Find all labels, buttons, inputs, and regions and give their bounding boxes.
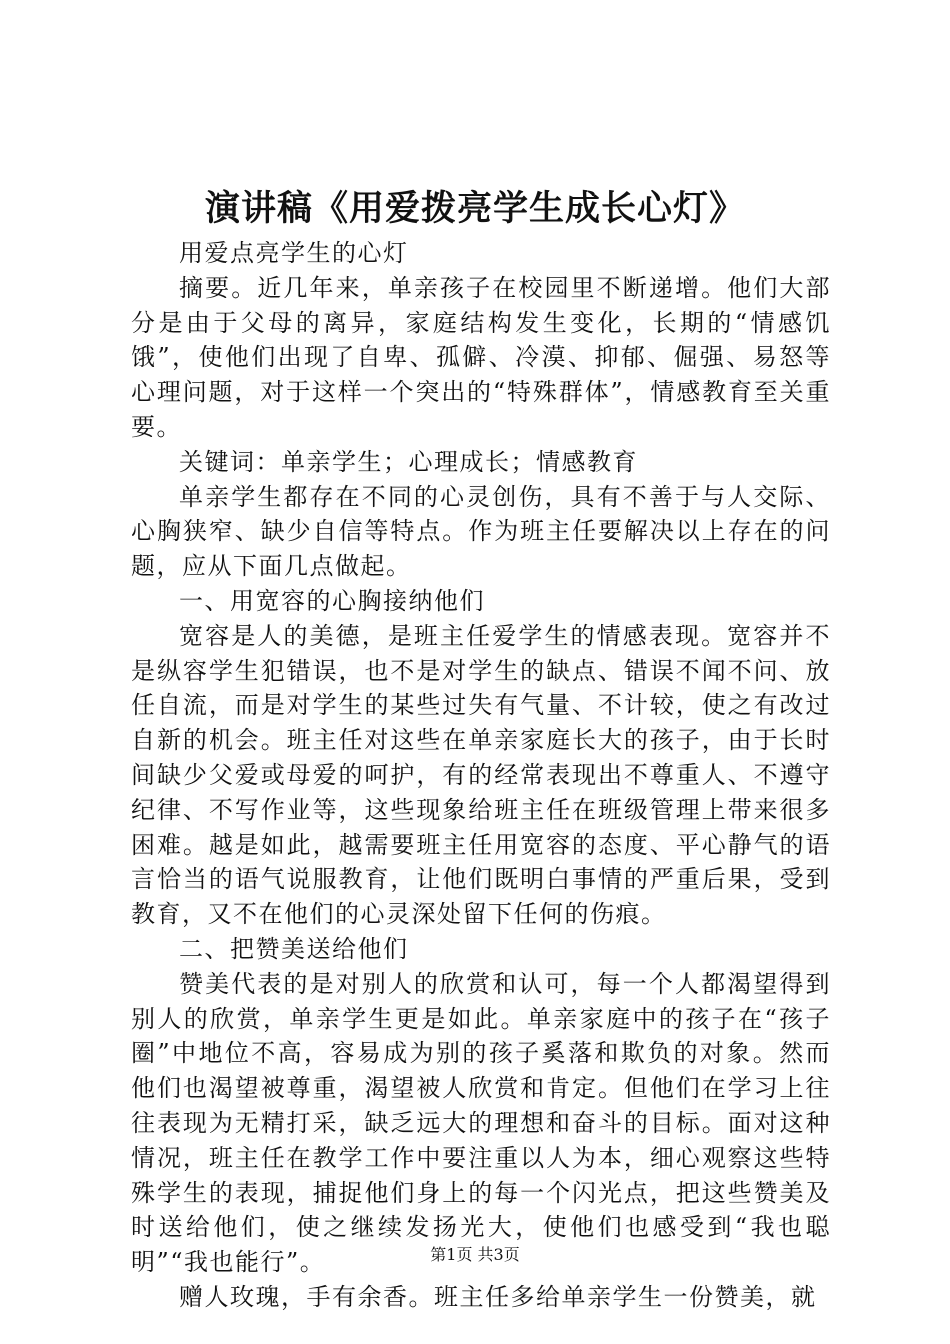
section-heading-2: 二、把赞美送给他们 bbox=[179, 934, 409, 963]
keywords-paragraph: 关键词：单亲学生；心理成长；情感教育 bbox=[179, 447, 638, 476]
document-title: 演讲稿《用爱拨亮学生成长心灯》 bbox=[204, 188, 745, 229]
document-body bbox=[131, 236, 831, 1315]
section-2-paragraph: 赞美代表的是对别人的欣赏和认可，每一个人都渴望得到别人的欣赏，单亲学生更是如此。单亲家庭中的孩子在“孩子圈”中地位不高，容易成为别的孩子奚落和欺负的对象。然而他们也渴望被尊重，渴望被人欣赏和肯定。但他们在学习上往往表现为无精打采，缺乏远大的理想和奋斗的目标。面对这种情况，班主任在教学工作中要注重以人为本，细心观察这些特殊学生的表现，捕捉他们身上的每一个闪光点，把这些赞美及时送给他们，使之继续发扬光大，使他们也感受到“我也聪明”“我也能行”。 bbox=[131, 969, 831, 1277]
closing-paragraph: 赠人玫瑰，手有余香。班主任多给单亲学生一份赞美，就 bbox=[179, 1282, 817, 1311]
subtitle-paragraph: 用爱点亮学生的心灯 bbox=[179, 239, 409, 267]
section-1-paragraph: 宽容是人的美德，是班主任爱学生的情感表现。宽容并不是纵容学生犯错误，也不是对学生的缺点、错误不闻不问、放任自流，而是对学生的某些过失有气量、不计较，使之有改过自新的机会。班主任对这些在单亲家庭长大的孩子，由于长时间缺少父爱或母爱的呵护，有的经常表现出不尊重人、不遵守纪律、不写作业等，这些现象给班主任在班级管理上带来很多困难。越是如此，越需要班主任用宽容的态度、平心静气的语言恰当的语气说服教育，让他们既明白事情的严重后果，受到教育，又不在他们的心灵深处留下任何的伤痕。 bbox=[131, 621, 831, 929]
intro-paragraph: 单亲学生都存在不同的心灵创伤，具有不善于与人交际、心胸狭窄、缺少自信等特点。作为班主任要解决以上存在的问题，应从下面几点做起。 bbox=[131, 482, 831, 581]
section-heading-1: 一、用宽容的心胸接纳他们 bbox=[179, 586, 485, 615]
abstract-paragraph: 摘要。近几年来，单亲孩子在校园里不断递增。他们大部分是由于父母的离异，家庭结构发生变化，长期的“情感饥饿”，使他们出现了自卑、孤僻、冷漠、抑郁、倔强、易怒等心理问题，对于这样一个突出的“特殊群体”，情感教育至关重要。 bbox=[131, 273, 831, 441]
page-number-footer: 第1页 共3页 bbox=[430, 1245, 520, 1264]
